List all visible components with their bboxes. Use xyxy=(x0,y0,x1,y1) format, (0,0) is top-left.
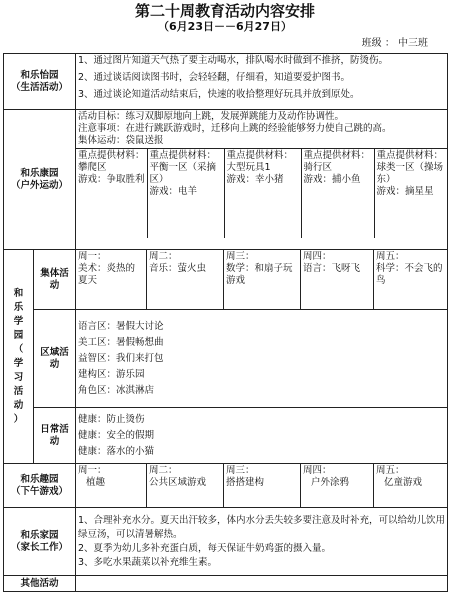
home-content xyxy=(76,508,448,576)
other-content xyxy=(76,576,448,592)
area-item: 益智区：我们来打包 xyxy=(78,352,164,364)
schedule-table xyxy=(3,53,448,592)
day-label: 周五： xyxy=(376,465,405,476)
outdoor-area-cell xyxy=(147,149,224,239)
area-material: 重点提供材料：球类一区（操场东） xyxy=(376,150,444,185)
day-content: 美术：炎热的夏天 xyxy=(78,263,136,286)
area-game: 游戏：捕小鱼 xyxy=(303,174,361,185)
outdoor-area-cell xyxy=(76,149,147,239)
group-day-cell xyxy=(224,250,301,310)
area-game: 游戏：幸小猪 xyxy=(226,174,284,185)
area-material: 重点提供材料：攀爬区 xyxy=(78,150,145,173)
daily-item: 健康：落水的小猫 xyxy=(78,445,155,457)
day-label: 周一： xyxy=(78,251,107,262)
outdoor-section-header xyxy=(4,110,76,250)
daily-activity-content xyxy=(76,408,448,464)
group-day-cell xyxy=(301,250,374,310)
day-content: 亿童游戏 xyxy=(384,477,423,488)
outdoor-area-cell xyxy=(224,149,301,239)
date-range: （6月23日－－6月27日） xyxy=(158,20,292,33)
area-material: 重点提供材料：大型玩具1 xyxy=(226,150,294,173)
group-day-cell xyxy=(147,250,224,310)
outdoor-goal: 活动目标：练习双脚原地向上跳，发展弹跳能力及动作协调性。 xyxy=(78,111,345,122)
daily-activity-label: 日常活动 xyxy=(34,408,76,464)
learning-section-header xyxy=(4,250,34,464)
day-content: 音乐：萤火虫 xyxy=(149,263,207,274)
area-game: 游戏：摘星星 xyxy=(376,186,434,197)
page-title: 第二十周教育活动内容安排 xyxy=(134,2,315,20)
learning-name-char: 和 xyxy=(13,287,24,299)
outdoor-section-name: 和乐康园 xyxy=(20,167,59,179)
learning-name-char: 乐 xyxy=(13,301,24,313)
day-label: 周三： xyxy=(226,465,255,476)
afternoon-day-cell xyxy=(147,464,224,508)
day-label: 周三： xyxy=(226,251,255,262)
outdoor-areas xyxy=(76,148,448,238)
home-section-sub: （家长工作） xyxy=(11,541,69,553)
life-content xyxy=(76,54,448,110)
area-material: 重点提供材料：平衡一区（采摘区） xyxy=(149,150,217,185)
day-label: 周五： xyxy=(376,251,405,262)
area-material: 重点提供材料：骑行区 xyxy=(303,150,371,173)
learning-name-char: 学 xyxy=(13,357,24,369)
afternoon-day-cell xyxy=(301,464,374,508)
outdoor-section-sub: （户外运动） xyxy=(11,179,69,191)
home-item: 2、夏季为幼儿多补充蛋白质，每天保证牛奶鸡蛋的摄入量。 xyxy=(78,542,332,554)
area-activity-content xyxy=(76,310,448,408)
day-content: 公共区域游戏 xyxy=(149,477,207,488)
home-section-header xyxy=(4,508,76,576)
learning-name-char: 习 xyxy=(13,371,24,383)
learning-name-char: 动 xyxy=(13,399,24,411)
day-content: 搭搭建构 xyxy=(226,477,265,488)
life-item: 3、通过谈论知道活动结束后，快速的收拾整理好玩具并放到原处。 xyxy=(78,89,360,100)
day-label: 周一： xyxy=(78,465,107,476)
day-label: 周四： xyxy=(303,251,332,262)
afternoon-section-header xyxy=(4,464,76,508)
day-content: 植趣 xyxy=(86,477,106,488)
area-item: 语言区：暑假大讨论 xyxy=(78,320,164,332)
learning-name-char: （ xyxy=(13,343,24,355)
learning-name-char: 活 xyxy=(13,385,24,397)
area-game: 游戏：争取胜利 xyxy=(78,174,145,185)
home-item: 1、合理补充水分。夏天出汗较多，体内水分丢失较多要注意及时补充，可以给幼儿饮用绿豆汤，可以清暑解热。 xyxy=(78,514,446,540)
life-item: 1、通过图片知道天气热了要主动喝水，排队喝水时做到不推挤，防烫伤。 xyxy=(78,55,389,66)
learning-name-char: 园 xyxy=(13,329,24,341)
afternoon-section-sub: （下午游戏） xyxy=(11,485,69,497)
area-item: 美工区：暑假畅想曲 xyxy=(78,336,164,348)
day-content: 科学：不会飞的鸟 xyxy=(376,263,443,286)
group-day-cell xyxy=(76,250,147,310)
afternoon-day-cell xyxy=(224,464,301,508)
area-activity-label: 区域活动 xyxy=(34,310,76,408)
area-item: 建构区：游乐园 xyxy=(78,368,145,380)
home-section-name: 和乐家园 xyxy=(20,529,59,541)
learning-name-char: ） xyxy=(13,413,24,425)
outdoor-area-cell xyxy=(374,149,448,239)
afternoon-day-cell xyxy=(374,464,448,508)
group-day-cell xyxy=(374,250,448,310)
life-section-name: 和乐怡园 xyxy=(20,69,59,81)
afternoon-section-name: 和乐趣园 xyxy=(20,473,59,485)
day-content: 数学：和扇子玩游戏 xyxy=(226,263,293,286)
outdoor-area-cell xyxy=(301,149,374,239)
day-label: 周四： xyxy=(303,465,332,476)
outdoor-content xyxy=(76,110,448,250)
other-section-header: 其他活动 xyxy=(4,576,76,592)
area-item: 角色区：冰淇淋店 xyxy=(78,384,155,396)
daily-item: 健康：安全的假期 xyxy=(78,429,155,441)
outdoor-group-game: 集体运动：袋鼠送报 xyxy=(78,135,164,146)
life-item: 2、通过谈话阅读图书时，会轻轻翻，仔细看，知道要爱护图书。 xyxy=(78,72,351,83)
daily-item: 健康：防止烫伤 xyxy=(78,413,145,425)
class-label: 班级 ： 中三班 xyxy=(361,38,428,49)
group-activity-label: 集体活动 xyxy=(34,250,76,310)
day-content: 语言：飞呀飞 xyxy=(303,263,361,274)
day-label: 周二： xyxy=(149,251,178,262)
life-section-sub: （生活活动） xyxy=(11,81,69,93)
area-game: 游戏：电羊 xyxy=(149,186,198,197)
home-item: 3、多吃水果蔬菜以补充维生素。 xyxy=(78,556,218,568)
outdoor-note: 注意事项：在进行跳跃游戏时，迁移向上跳的经验能够努力使自己跳的高。 xyxy=(78,123,392,134)
learning-name-char: 学 xyxy=(13,315,24,327)
day-content: 户外涂鸦 xyxy=(311,477,350,488)
life-section-header xyxy=(4,54,76,110)
day-label: 周二： xyxy=(149,465,178,476)
afternoon-day-cell xyxy=(76,464,147,508)
